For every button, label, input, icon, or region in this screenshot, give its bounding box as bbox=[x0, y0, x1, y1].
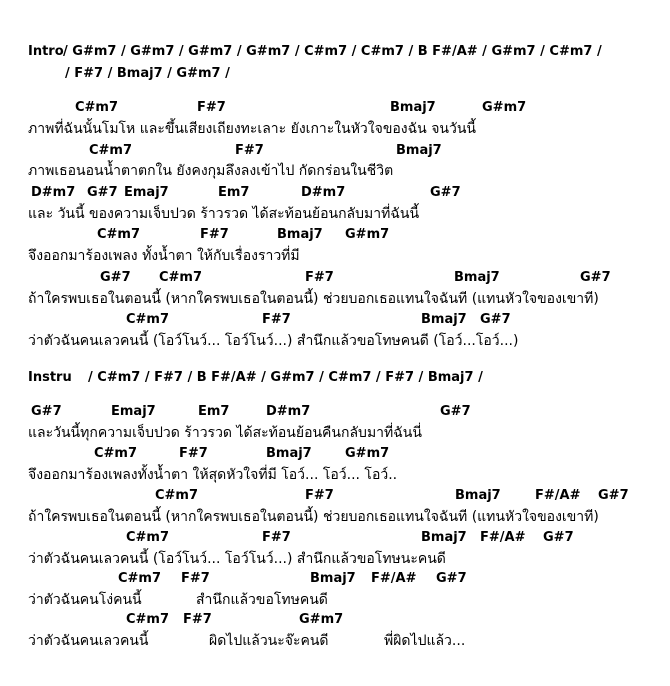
lyric-line bbox=[0, 422, 670, 442]
lyric-text: ว่าตัวฉันคนโง่คนนี้ bbox=[28, 592, 142, 608]
chord: F#7 bbox=[197, 100, 226, 115]
chord: G#m7 bbox=[299, 612, 344, 627]
chord-line bbox=[0, 44, 670, 64]
chord: F#/A# bbox=[535, 488, 581, 503]
chord: G#7 bbox=[436, 571, 467, 586]
chord: G#7 bbox=[598, 488, 629, 503]
chord-line bbox=[0, 446, 670, 466]
chord: C#m7 bbox=[97, 227, 141, 242]
chord-sequence: / G#m7 / G#m7 / G#m7 / G#m7 / C#m7 / C#m7 / B F#/A# / G#m7 / C#m7 / bbox=[63, 44, 602, 59]
lyric-text: ถ้าใครพบเธอในตอนนี้ (หากใครพบเธอในตอนนี้) ช่วยบอกเธอแทนใจฉันที (แทนหัวใจของเขาที) bbox=[28, 291, 599, 307]
chord-line bbox=[0, 312, 670, 332]
chord: F#7 bbox=[305, 488, 334, 503]
lyric-text: และ วันนี้ ของความเจ็บปวด ร้าวรวด ได้สะท้อนย้อนกลับมาที่ฉันนี้ bbox=[28, 206, 420, 222]
chord: F#7 bbox=[235, 143, 264, 158]
lyric-line bbox=[0, 288, 670, 308]
chord: G#7 bbox=[480, 312, 511, 327]
chord: D#m7 bbox=[31, 185, 76, 200]
chord: G#7 bbox=[543, 530, 574, 545]
chord: G#7 bbox=[440, 404, 471, 419]
lyric-text: พี่ผิดไปแล้ว... bbox=[384, 633, 466, 649]
chord: Bmaj7 bbox=[421, 530, 467, 545]
chord: C#m7 bbox=[155, 488, 199, 503]
chord-line bbox=[0, 185, 670, 205]
chord: Bmaj7 bbox=[396, 143, 442, 158]
chord: G#7 bbox=[430, 185, 461, 200]
chord: F#7 bbox=[200, 227, 229, 242]
chord: C#m7 bbox=[126, 612, 170, 627]
chord: Bmaj7 bbox=[421, 312, 467, 327]
chord-line bbox=[0, 227, 670, 247]
chord: Bmaj7 bbox=[266, 446, 312, 461]
lyric-line bbox=[0, 203, 670, 223]
chord-line bbox=[0, 270, 670, 290]
lyric-line bbox=[0, 464, 670, 484]
chord: G#m7 bbox=[345, 446, 390, 461]
chord-line bbox=[0, 612, 670, 632]
lyric-text: จึงออกมาร้องเพลงทั้งน้ำตา ให้สุดหัวใจที่มี โอว์... โอว์... โอว์.. bbox=[28, 467, 398, 483]
chord-line bbox=[0, 530, 670, 550]
lyric-line bbox=[0, 330, 670, 350]
chord: F#7 bbox=[181, 571, 210, 586]
lyric-line bbox=[0, 630, 670, 650]
lyric-text: ภาพที่ฉันนั้นโมโห และขึ้นเสียงเถียงทะเลาะ ยังเกาะในหัวใจของฉัน จนวันนี้ bbox=[28, 121, 476, 137]
chord: F#7 bbox=[305, 270, 334, 285]
lyric-text: จึงออกมาร้องเพลง ทั้งน้ำตา ให้กับเรื่องราวที่มี bbox=[28, 248, 300, 264]
chord: C#m7 bbox=[118, 571, 162, 586]
chord-line bbox=[0, 370, 670, 390]
chord: F#7 bbox=[262, 530, 291, 545]
lyric-text: ว่าตัวฉันคนเลวคนนี้ (โอว์โนว์... โอว์โนว์...) สำนึกแล้วขอโทษนะคนดี bbox=[28, 551, 446, 567]
chord: C#m7 bbox=[126, 530, 170, 545]
chord: Bmaj7 bbox=[455, 488, 501, 503]
chord: Em7 bbox=[218, 185, 250, 200]
chord: G#7 bbox=[87, 185, 118, 200]
lyric-text: สำนึกแล้วขอโทษคนดี bbox=[196, 592, 328, 608]
lyric-text: ว่าตัวฉันคนเลวคนนี้ (โอว์โนว์... โอว์โนว์...) สำนึกแล้วขอโทษคนดี (โอว์...โอว์...) bbox=[28, 333, 519, 349]
chord-sequence: / F#7 / Bmaj7 / G#m7 / bbox=[65, 66, 230, 81]
lyric-text: ว่าตัวฉันคนเลวคนนี้ bbox=[28, 633, 149, 649]
chord: F#7 bbox=[262, 312, 291, 327]
chord-sequence: / C#m7 / F#7 / B F#/A# / G#m7 / C#m7 / F#7 / Bmaj7 / bbox=[88, 370, 483, 385]
chord: Bmaj7 bbox=[390, 100, 436, 115]
lyric-line bbox=[0, 245, 670, 265]
section-label: Intro bbox=[28, 44, 64, 59]
chord: F#/A# bbox=[480, 530, 526, 545]
chord: Bmaj7 bbox=[277, 227, 323, 242]
chord: D#m7 bbox=[301, 185, 346, 200]
chord: C#m7 bbox=[89, 143, 133, 158]
chord: G#m7 bbox=[345, 227, 390, 242]
chord: C#m7 bbox=[94, 446, 138, 461]
lyric-line bbox=[0, 506, 670, 526]
chord: G#7 bbox=[580, 270, 611, 285]
chord-line bbox=[0, 571, 670, 591]
chord: G#7 bbox=[100, 270, 131, 285]
chord-line bbox=[0, 404, 670, 424]
lyric-line bbox=[0, 589, 670, 609]
lyric-line bbox=[0, 118, 670, 138]
chord-line bbox=[0, 488, 670, 508]
chord: D#m7 bbox=[266, 404, 311, 419]
chord: C#m7 bbox=[159, 270, 203, 285]
chord: F#/A# bbox=[371, 571, 417, 586]
lyric-line bbox=[0, 160, 670, 180]
chord: C#m7 bbox=[126, 312, 170, 327]
lyric-text: และวันนี้ทุกความเจ็บปวด ร้าวรวด ได้สะท้อนย้อนคืนกลับมาที่ฉันนี่ bbox=[28, 425, 422, 441]
section-label: Instru bbox=[28, 370, 72, 385]
chord-line bbox=[0, 100, 670, 120]
lyric-text: ถ้าใครพบเธอในตอนนี้ (หากใครพบเธอในตอนนี้) ช่วยบอกเธอแทนใจฉันที (แทนหัวใจของเขาที) bbox=[28, 509, 599, 525]
chord: F#7 bbox=[179, 446, 208, 461]
chord: Bmaj7 bbox=[310, 571, 356, 586]
chord: C#m7 bbox=[75, 100, 119, 115]
chord: Emaj7 bbox=[124, 185, 169, 200]
chord: F#7 bbox=[183, 612, 212, 627]
lyric-text: ผิดไปแล้วนะจ๊ะคนดี bbox=[209, 633, 329, 649]
chord: Em7 bbox=[198, 404, 230, 419]
chord-line bbox=[0, 66, 670, 86]
chord: G#m7 bbox=[482, 100, 527, 115]
chord: G#7 bbox=[31, 404, 62, 419]
chord: Emaj7 bbox=[111, 404, 156, 419]
lyric-text: ภาพเธอนอนน้ำตาตกใน ยังคงกุมลึงลงเข้าไป กัดกร่อนในชีวิต bbox=[28, 163, 394, 179]
chord: Bmaj7 bbox=[454, 270, 500, 285]
lyric-line bbox=[0, 548, 670, 568]
